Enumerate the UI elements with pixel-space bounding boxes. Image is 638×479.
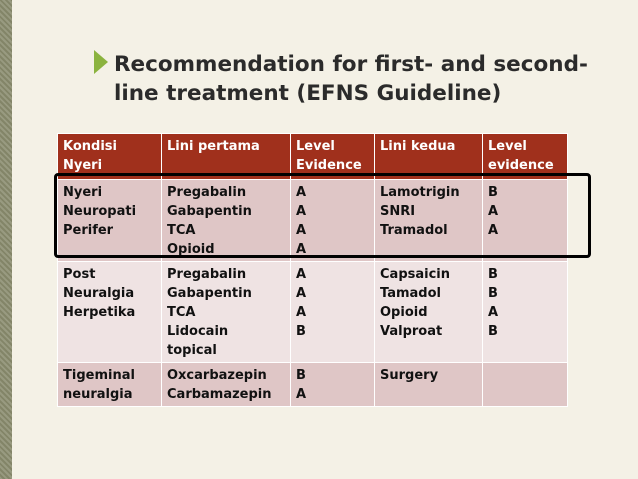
header-lini-kedua: Lini kedua <box>375 134 483 180</box>
table-row <box>58 262 568 363</box>
table-cell: Post Neuralgia Herpetika <box>58 262 162 363</box>
table-cell: Surgery <box>375 363 483 407</box>
treatment-table <box>57 133 568 407</box>
table-cell: Capsaicin Tamadol Opioid Valproat <box>375 262 483 363</box>
slide-title: Recommendation for first- and second-line treatment (EFNS Guideline) <box>114 52 588 106</box>
table-row <box>58 180 568 262</box>
table-cell: B B A B <box>483 262 568 363</box>
header-lini-pertama: Lini pertama <box>162 134 291 180</box>
decorative-left-bar <box>0 0 12 479</box>
table-cell: A A A A <box>291 180 375 262</box>
table-row <box>58 363 568 407</box>
header-level-evidence-2: Level evidence <box>483 134 568 180</box>
table-cell: Pregabalin Gabapentin TCA Lidocain topical <box>162 262 291 363</box>
bullet-arrow-icon <box>94 50 108 74</box>
table-cell: Tigeminal neuralgia <box>58 363 162 407</box>
table-cell: A A A B <box>291 262 375 363</box>
header-level-evidence-1: Level Evidence <box>291 134 375 180</box>
header-kondisi-nyeri: Kondisi Nyeri <box>58 134 162 180</box>
table-cell: Oxcarbazepin Carbamazepin <box>162 363 291 407</box>
table-cell <box>483 363 568 407</box>
table-cell: B A <box>291 363 375 407</box>
table-cell: Pregabalin Gabapentin TCA Opioid <box>162 180 291 262</box>
table-header-row <box>58 134 568 180</box>
table-cell: Nyeri Neuropati Perifer <box>58 180 162 262</box>
table-cell: B A A <box>483 180 568 262</box>
table-cell: Lamotrigin SNRI Tramadol <box>375 180 483 262</box>
